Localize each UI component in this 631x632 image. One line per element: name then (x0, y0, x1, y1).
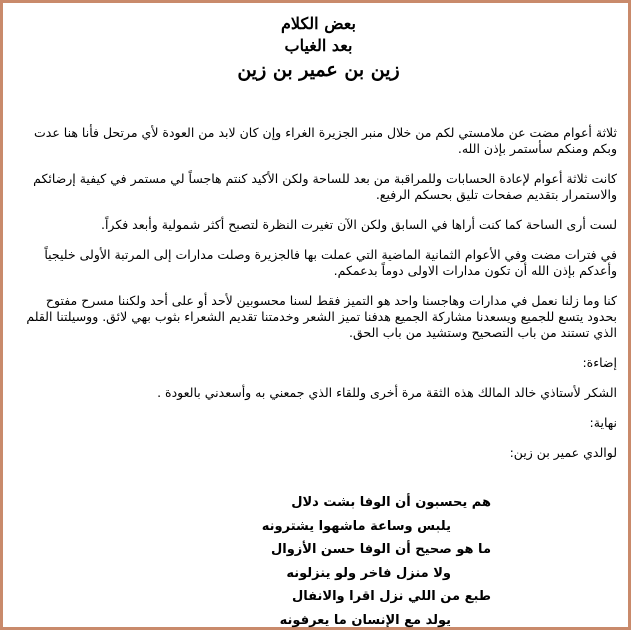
article-body (17, 125, 617, 475)
paragraph: لست أرى الساحة كما كنت أراها في السابق ولكن الآن تغيرت النظرة لتصبح أكثر شمولية وأبعد فكراً. (17, 217, 617, 233)
paragraph: ثلاثة أعوام مضت عن ملامستي لكم من خلال منبر الجزيرة الغراء وإن كان لابد من العودة لأي مرتحل فأنا هنا عدت وبكم ومنكم سأستمر بإذن الله. (17, 125, 617, 157)
paragraph: في فترات مضت وفي الأعوام الثمانية الماضية التي عملت بها فالجزيرة وصلت مدارات إلى المرتبة الأولى خليجياً وأعدكم بإذن الله أن تكون مدارات الاولى دوماً بدعمكم. (17, 247, 617, 279)
article-subtitle: بعد الغياب (3, 35, 631, 57)
section-label-idaa: إضاءة: (17, 355, 617, 371)
article-title: بعض الكلام (3, 13, 631, 35)
article-header (3, 13, 631, 83)
dedication-line: لوالدي عمير بن زين: (17, 445, 617, 461)
paragraph: كانت ثلاثة أعوام لإعادة الحسابات وللمراقبة من بعد للساحة ولكن الأكيد كنتم هاجساً لي مستمر في كيفية إرضائكم والاستمرار بتقديم صفحات تليق بحسكم الرفيع. (17, 171, 617, 203)
poem-verse: طبع من اللي نزل اقرا والانفال (153, 585, 513, 609)
author-name: زين بن عمير بن زين (3, 57, 631, 83)
paragraph: الشكر لأستاذي خالد المالك هذه الثقة مرة أخرى وللقاء الذي جمعني به وأسعدني بالعودة . (17, 385, 617, 401)
poem-verse: هم يحسبون أن الوفا بشت دلال (153, 491, 513, 515)
section-label-nihaya: نهاية: (17, 415, 617, 431)
paragraph: كنا وما زلنا نعمل في مدارات وهاجسنا واحد هو التميز فقط لسنا محسوبين لأحد أو على أحد ولكننا مسرح مفتوح بحدود يتسع للجميع ويسعدنا مشاركة الجميع هدفنا تميز الشعر وخدمتنا تقديم الشعراء بثوب بهي لائق. ووسيلتنا القلم الذي تستند من باب التصحيح وستشيد من باب الحق. (17, 293, 617, 341)
poem-verse: يلبس وساعة ماشهوا يشترونه (153, 515, 513, 539)
poem-verse: ولا منزل فاخر ولو ينزلونه (153, 562, 513, 586)
poem (153, 491, 513, 632)
poem-verse: ما هو صحيح أن الوفا حسن الأزوال (153, 538, 513, 562)
poem-verse: يولد مع الإنسان ما يعرفونه (153, 609, 513, 632)
